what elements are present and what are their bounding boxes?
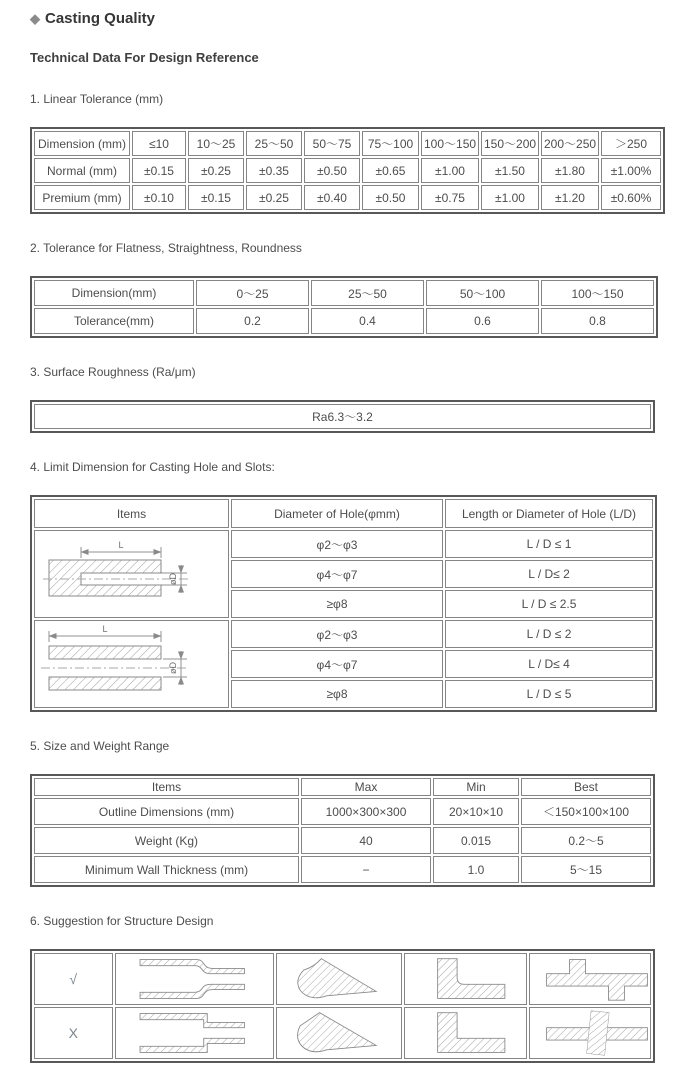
page-title	[30, 10, 655, 27]
good-row-symbol-cell	[34, 953, 113, 1005]
table-row	[34, 856, 651, 883]
data-cell: ±0.35	[246, 158, 302, 183]
header-cell: Min	[433, 778, 519, 796]
bad-row-symbol-cell	[34, 1007, 113, 1059]
cross-good-diagram-cell	[529, 953, 651, 1005]
data-cell: 0.6	[426, 308, 539, 334]
data-cell: ±0.25	[188, 158, 244, 183]
header-cell: 50～100	[426, 280, 539, 306]
through-hole-diagram-cell	[34, 620, 229, 708]
row-header-cell: Tolerance(mm)	[34, 308, 194, 334]
data-cell: ±1.00%	[601, 158, 661, 183]
data-cell: ±0.15	[188, 185, 244, 210]
page-title-text: Casting Quality	[45, 10, 156, 27]
row-header-cell: Dimension (mm)	[34, 131, 130, 156]
data-cell: φ4～φ7	[231, 560, 443, 588]
blind-hole-diagram	[39, 532, 225, 616]
row-header-cell: Weight (Kg)	[34, 827, 299, 854]
data-cell: ≥φ8	[231, 590, 443, 618]
diameter-dim-label: øD	[167, 662, 178, 674]
data-cell: ±1.20	[541, 185, 599, 210]
offset-junction-diagram	[532, 956, 651, 1002]
table-row	[34, 530, 653, 558]
data-cell: 1.0	[433, 856, 519, 883]
data-cell: L / D ≤ 2	[445, 620, 653, 648]
table-row	[34, 404, 651, 429]
row-header-cell: Normal (mm)	[34, 158, 130, 183]
data-cell: 0.4	[311, 308, 424, 334]
table-row	[34, 620, 653, 648]
data-cell: 0.2～5	[521, 827, 651, 854]
socket-good-diagram-cell	[115, 953, 274, 1005]
header-cell: Items	[34, 499, 229, 528]
data-cell: φ2～φ3	[231, 530, 443, 558]
section-heading-structure-design: 6. Suggestion for Structure Design	[30, 914, 214, 928]
section-heading-linear-tolerance: 1. Linear Tolerance (mm)	[30, 92, 164, 106]
l-bracket-sharp-diagram	[408, 1010, 523, 1056]
table-row	[34, 499, 653, 528]
data-cell: L / D ≤ 5	[445, 680, 653, 708]
bracket-bad-diagram-cell	[404, 1007, 527, 1059]
table-row	[34, 280, 654, 306]
data-cell: −	[301, 856, 431, 883]
row-header-cell: Premium (mm)	[34, 185, 130, 210]
table-row	[34, 131, 661, 156]
linear-tolerance-table	[30, 127, 665, 214]
cross-bad-diagram-cell	[529, 1007, 651, 1059]
data-cell: 1000×300×300	[301, 798, 431, 825]
wedge-good-diagram-cell	[276, 953, 403, 1005]
length-dim-label: L	[117, 540, 124, 550]
header-cell: 0～25	[196, 280, 309, 306]
table-row	[34, 158, 661, 183]
header-cell: ≤10	[132, 131, 186, 156]
data-cell: ±0.50	[304, 158, 360, 183]
data-cell: 0.8	[541, 308, 654, 334]
data-cell: Ra6.3～3.2	[34, 404, 651, 429]
data-cell: ±1.00	[421, 158, 479, 183]
header-cell: Length or Diameter of Hole (L/D)	[445, 499, 653, 528]
section-heading-surface-roughness: 3. Surface Roughness (Ra/μm)	[30, 365, 196, 379]
data-cell: ±0.40	[304, 185, 360, 210]
table-row	[34, 798, 651, 825]
table-row	[34, 953, 651, 1005]
data-cell: ±0.60%	[601, 185, 661, 210]
table-row	[34, 1007, 651, 1059]
header-cell: 100～150	[541, 280, 654, 306]
diamond-icon: ◆	[30, 11, 40, 26]
wedge-sharp-corner-diagram	[279, 1010, 399, 1056]
row-header-cell: Minimum Wall Thickness (mm)	[34, 856, 299, 883]
data-cell: ±1.00	[481, 185, 539, 210]
page-subtitle: Technical Data For Design Reference	[30, 50, 259, 65]
socket-smooth-transition-diagram	[119, 956, 269, 1002]
data-cell: ±0.10	[132, 185, 186, 210]
row-header-cell: Dimension(mm)	[34, 280, 194, 306]
section-heading-hole-limits: 4. Limit Dimension for Casting Hole and Slots:	[30, 460, 275, 474]
hole-limits-table	[30, 495, 657, 712]
data-cell: ±0.15	[132, 158, 186, 183]
data-cell: 0.2	[196, 308, 309, 334]
table-row	[34, 308, 654, 334]
data-cell: ±1.80	[541, 158, 599, 183]
data-cell: 20×10×10	[433, 798, 519, 825]
socket-sharp-step-diagram	[119, 1010, 269, 1056]
data-cell: ±0.75	[421, 185, 479, 210]
structure-design-table	[30, 949, 655, 1063]
data-cell: ±0.50	[362, 185, 419, 210]
header-cell: 100～150	[421, 131, 479, 156]
header-cell: 200～250	[541, 131, 599, 156]
length-dim-label: L	[101, 624, 108, 634]
data-cell: L / D ≤ 2.5	[445, 590, 653, 618]
wedge-bad-diagram-cell	[276, 1007, 403, 1059]
check-icon: √	[69, 971, 78, 987]
data-cell: ±1.50	[481, 158, 539, 183]
header-cell: 25～50	[311, 280, 424, 306]
header-cell: 25～50	[246, 131, 302, 156]
size-weight-table	[30, 774, 655, 887]
row-header-cell: Outline Dimensions (mm)	[34, 798, 299, 825]
data-cell: L / D≤ 2	[445, 560, 653, 588]
diameter-dim-label: øD	[167, 573, 178, 585]
header-cell: Items	[34, 778, 299, 796]
data-cell: 40	[301, 827, 431, 854]
data-cell: L / D≤ 4	[445, 650, 653, 678]
header-cell: Max	[301, 778, 431, 796]
section-heading-size-weight: 5. Size and Weight Range	[30, 739, 170, 753]
cross-icon: Χ	[68, 1025, 78, 1041]
through-hole-diagram	[39, 622, 225, 706]
header-cell: 50～75	[304, 131, 360, 156]
data-cell: L / D ≤ 1	[445, 530, 653, 558]
l-bracket-fillet-diagram	[408, 956, 523, 1002]
data-cell: ＜150×100×100	[521, 798, 651, 825]
data-cell: φ2～φ3	[231, 620, 443, 648]
aligned-cross-junction-diagram	[532, 1010, 651, 1056]
header-cell: 150～200	[481, 131, 539, 156]
socket-bad-diagram-cell	[115, 1007, 274, 1059]
table-row	[34, 185, 661, 210]
header-cell: Best	[521, 778, 651, 796]
wedge-rounded-corner-diagram	[279, 956, 399, 1002]
data-cell: ≥φ8	[231, 680, 443, 708]
header-cell: 10～25	[188, 131, 244, 156]
table-row	[34, 827, 651, 854]
blind-hole-diagram-cell	[34, 530, 229, 618]
table-row	[34, 778, 651, 796]
flatness-tolerance-table	[30, 276, 658, 338]
data-cell: 5～15	[521, 856, 651, 883]
bracket-good-diagram-cell	[404, 953, 527, 1005]
data-cell: 0.015	[433, 827, 519, 854]
section-heading-flatness-tolerance: 2. Tolerance for Flatness, Straightness, Roundness	[30, 241, 302, 255]
surface-roughness-table	[30, 400, 655, 433]
header-cell: 75～100	[362, 131, 419, 156]
data-cell: ±0.65	[362, 158, 419, 183]
header-cell: ＞250	[601, 131, 661, 156]
data-cell: φ4～φ7	[231, 650, 443, 678]
header-cell: Diameter of Hole(φmm)	[231, 499, 443, 528]
data-cell: ±0.25	[246, 185, 302, 210]
